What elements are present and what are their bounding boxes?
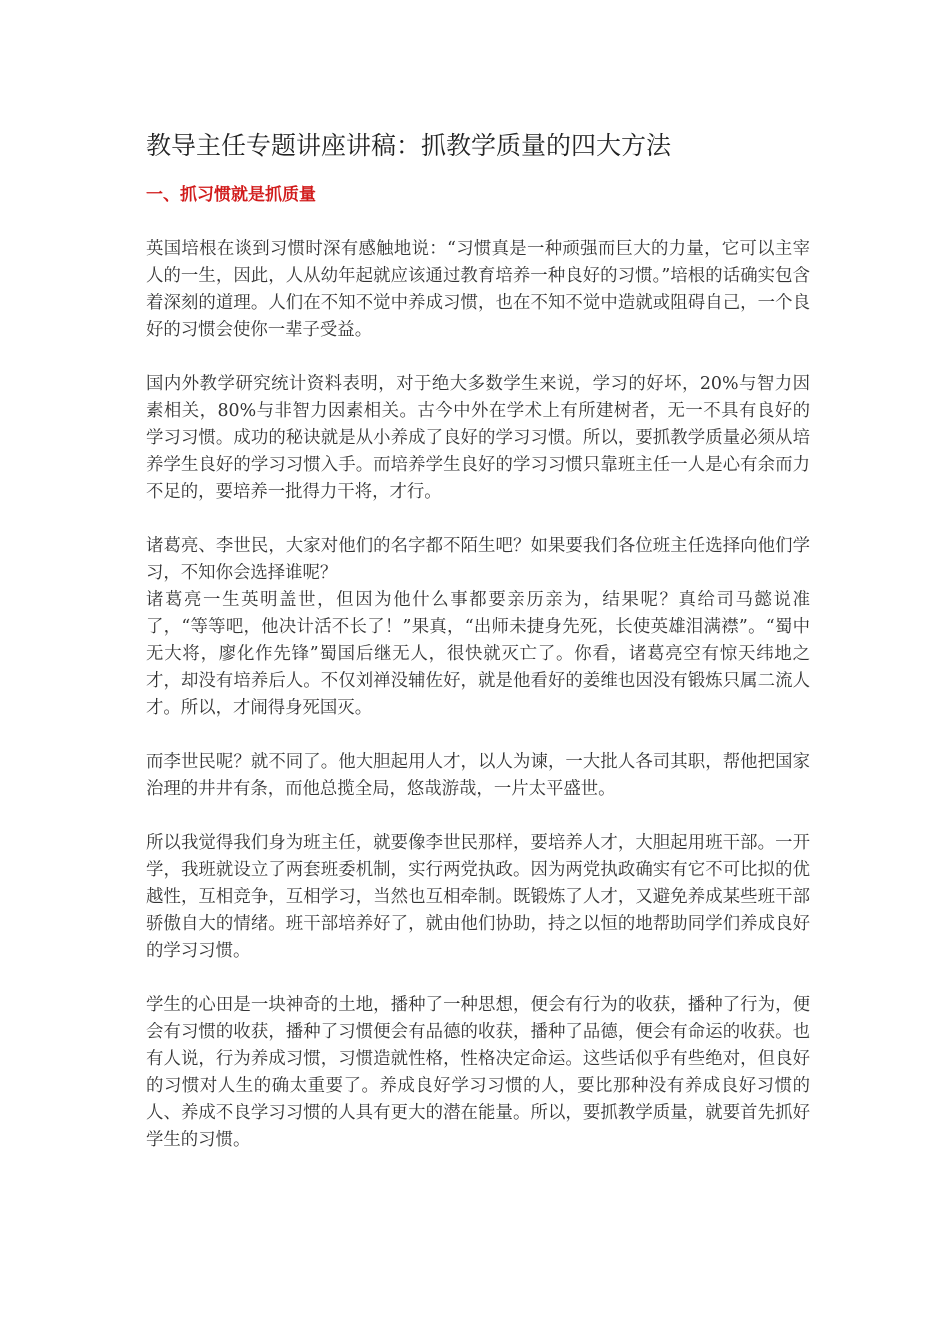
section-heading: 一、抓习惯就是抓质量 <box>146 185 316 205</box>
document-title: 教导主任专题讲座讲稿：抓教学质量的四大方法 <box>146 131 672 160</box>
paragraph-question: 诸葛亮、李世民，大家对他们的名字都不陌生吧？如果要我们各位班主任选择向他们学习，不知你会选择谁呢？ <box>146 536 810 583</box>
paragraph-class-cadres: 所以我觉得我们身为班主任，就要像李世民那样，要培养人才，大胆起用班干部。一开学，我班就设立了两套班委机制，实行两党执政。因为两党执政确实有它不可比拟的优越性，互相竞争，互相学习，当然也互相牵制。既锻炼了人才，又避免养成某些班干部骄傲自大的情绪。班干部培养好了，就由他们协助，持之以恒的地帮助同学们养成良好的学习习惯。 <box>146 833 810 961</box>
paragraph-statistics: 国内外教学研究统计资料表明，对于绝大多数学生来说，学习的好坏，20%与智力因素相关，80%与非智力因素相关。古今中外在学术上有所建树者，无一不具有良好的学习习惯。成功的秘诀就是从小养成了良好的学习习惯。所以，要抓教学质量必须从培养学生良好的学习习惯入手。而培养学生良好的学习习惯只靠班主任一人是心有余而力不足的，要培养一批得力干将，才行。 <box>146 374 810 502</box>
document-page <box>146 126 810 1181</box>
paragraph-bacon-quote: 英国培根在谈到习惯时深有感触地说：“习惯真是一种顽强而巨大的力量，它可以主宰人的一生，因此，人从幼年起就应该通过教育培养一种良好的习惯。”培根的话确实包含着深刻的道理。人们在不知不觉中养成习惯，也在不知不觉中造就或阻碍自己，一个良好的习惯会使你一辈子受益。 <box>146 239 810 340</box>
paragraph-conclusion: 学生的心田是一块神奇的土地，播种了一种思想，便会有行为的收获，播种了行为，便会有习惯的收获，播种了习惯便会有品德的收获，播种了品德，便会有命运的收获。也有人说，行为养成习惯，习惯造就性格，性格决定命运。这些话似乎有些绝对，但良好的习惯对人生的确太重要了。养成良好学习习惯的人，要比那种没有养成良好习惯的人、养成不良学习习惯的人具有更大的潜在能量。所以，要抓教学质量，就要首先抓好学生的习惯。 <box>146 995 810 1150</box>
paragraph-li-shimin: 而李世民呢？就不同了。他大胆起用人才，以人为谏，一大批人各司其职，帮他把国家治理的井井有条，而他总揽全局，悠哉游哉，一片太平盛世。 <box>146 752 810 799</box>
paragraph-zhuge-liang: 诸葛亮一生英明盖世，但因为他什么事都要亲历亲为，结果呢？真给司马懿说准了，“等等吧，他决计活不长了！”果真，“出师未捷身先死，长使英雄泪满襟”。“蜀中无大将，廖化作先锋”蜀国后继无人，很快就灭亡了。你看，诸葛亮空有惊天纬地之才，却没有培养后人。不仅刘禅没辅佐好，就是他看好的姜维也因没有锻炼只属二流人才。所以，才闹得身死国灭。 <box>146 590 810 718</box>
